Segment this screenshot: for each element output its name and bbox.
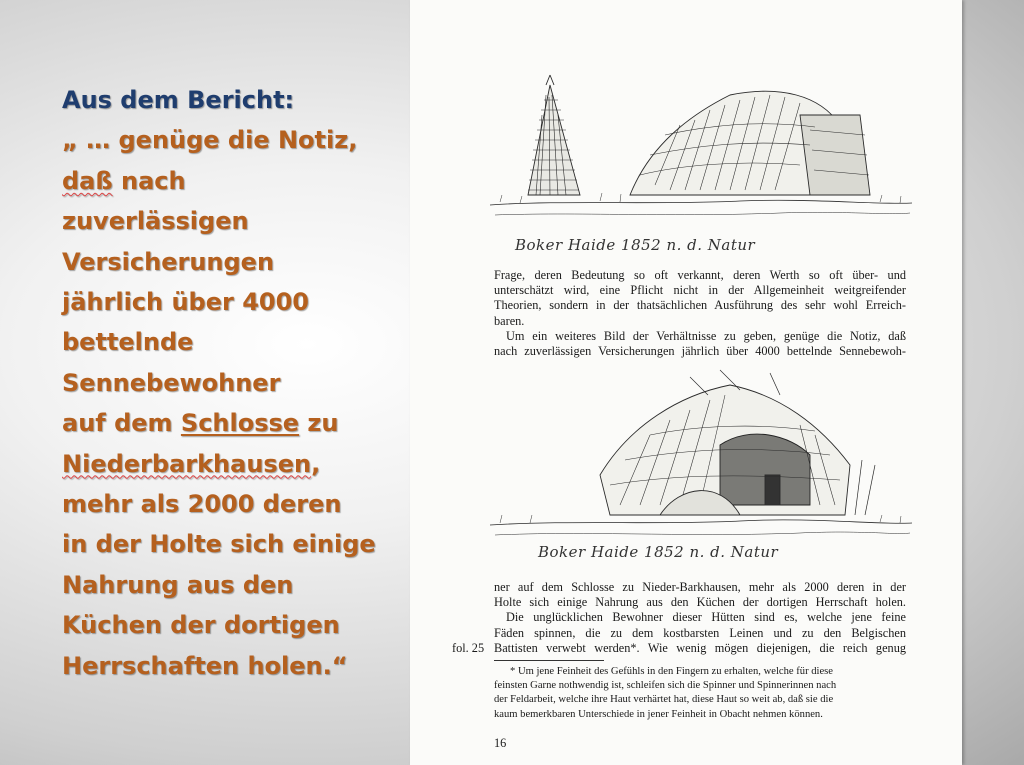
text-line: baren. [494, 313, 525, 328]
text-line: Die unglücklichen Bewohner dieser Hütten sind es, welche jene feine [506, 610, 906, 625]
quote-line: in der Holte sich einige [62, 530, 376, 559]
quote-fragment: auf dem [62, 409, 181, 438]
text-line: Fäden spinnen, die zu dem kostbarsten Leinen und zu den Belgischen [494, 625, 906, 640]
text-line: Battisten verwebt werden*. Wie wenig mögen diejenigen, die reich genug [494, 640, 906, 655]
footnote-line: * Um jene Feinheit des Gefühls in den Fingern zu erhalten, welche für diese [510, 666, 834, 677]
footnote-line: feinsten Garne nothwendig ist, schleifen sich die Spinner und Spinnerinnen nach [494, 680, 837, 692]
quote-line: Küchen der dortigen [62, 611, 340, 640]
book-page [410, 0, 962, 765]
text-line: ner auf dem Schlosse zu Nieder-Barkhausen, mehr als 2000 deren in der [494, 580, 906, 594]
footnote [494, 665, 906, 722]
text-paragraph-2 [494, 580, 906, 656]
quote-line: Herrschaften holen.“ [62, 651, 348, 680]
sketch-signature-bottom: Boker Haide 1852 n. d. Natur [538, 543, 779, 561]
quote-line: Sennebewohner [62, 368, 281, 397]
text-line: Holte sich einige Nahrung aus den Küchen der dortigen Herrschaft holen. [494, 595, 906, 610]
quote-line: zuverlässigen [62, 207, 249, 236]
quote-fragment: nach [112, 166, 186, 195]
spellcheck-word: Niederbarkhausen [62, 449, 312, 478]
spellcheck-word: daß [62, 166, 113, 195]
quote-heading: Aus dem Bericht: [62, 86, 295, 114]
text-line: Theorien, sondern in der thatsächlichen Ausführung des sehr wohl Erreich- [494, 298, 906, 313]
folio-note: fol. 25 [452, 641, 485, 655]
quote-line: „ … genüge die Notiz, [62, 126, 358, 155]
quote-line: jährlich über 4000 [62, 288, 309, 317]
quote-line: bettelnde [62, 328, 194, 357]
footnote-rule [494, 660, 604, 661]
quote-line: mehr als 2000 deren [62, 490, 342, 519]
sketch-signature-top: Boker Haide 1852 n. d. Natur [515, 236, 756, 254]
text-line: unterschätzt wird, eine Pflicht nicht in der Allgemeinheit weitgreifender [494, 283, 906, 298]
footnote-line: der Feldarbeit, welche ihre Haut verhärtet hat, diese Haut so weit ab, daß sie die [494, 694, 834, 706]
quote-fragment: zu [299, 409, 339, 438]
text-line: nach zuverlässigen Versicherungen jährlich über 4000 bettelnde Sennebewoh- [494, 344, 906, 359]
quote-fragment: , [311, 449, 321, 478]
quote-line [62, 444, 402, 484]
quote-line [62, 403, 402, 443]
quote-block [62, 80, 402, 686]
text-line: Frage, deren Bedeutung so oft verkannt, deren Werth so oft über- und [494, 268, 906, 282]
quote-line: Nahrung aus den [62, 570, 294, 599]
text-line: Um ein weiteres Bild der Verhältnisse zu geben, genüge die Notiz, daß [506, 328, 906, 343]
footnote-line: kaum bemerkbaren Unterschiede in jener Feinheit in Obacht nehmen können. [494, 708, 823, 720]
sketch-huts-bottom [480, 365, 920, 565]
text-paragraph-1 [494, 268, 906, 359]
spellcheck-word: Schlosse [180, 409, 300, 438]
quote-line: Versicherungen [62, 247, 275, 276]
sketch-huts-top [480, 55, 920, 255]
quote-line [62, 161, 402, 201]
page-number: 16 [494, 736, 507, 750]
